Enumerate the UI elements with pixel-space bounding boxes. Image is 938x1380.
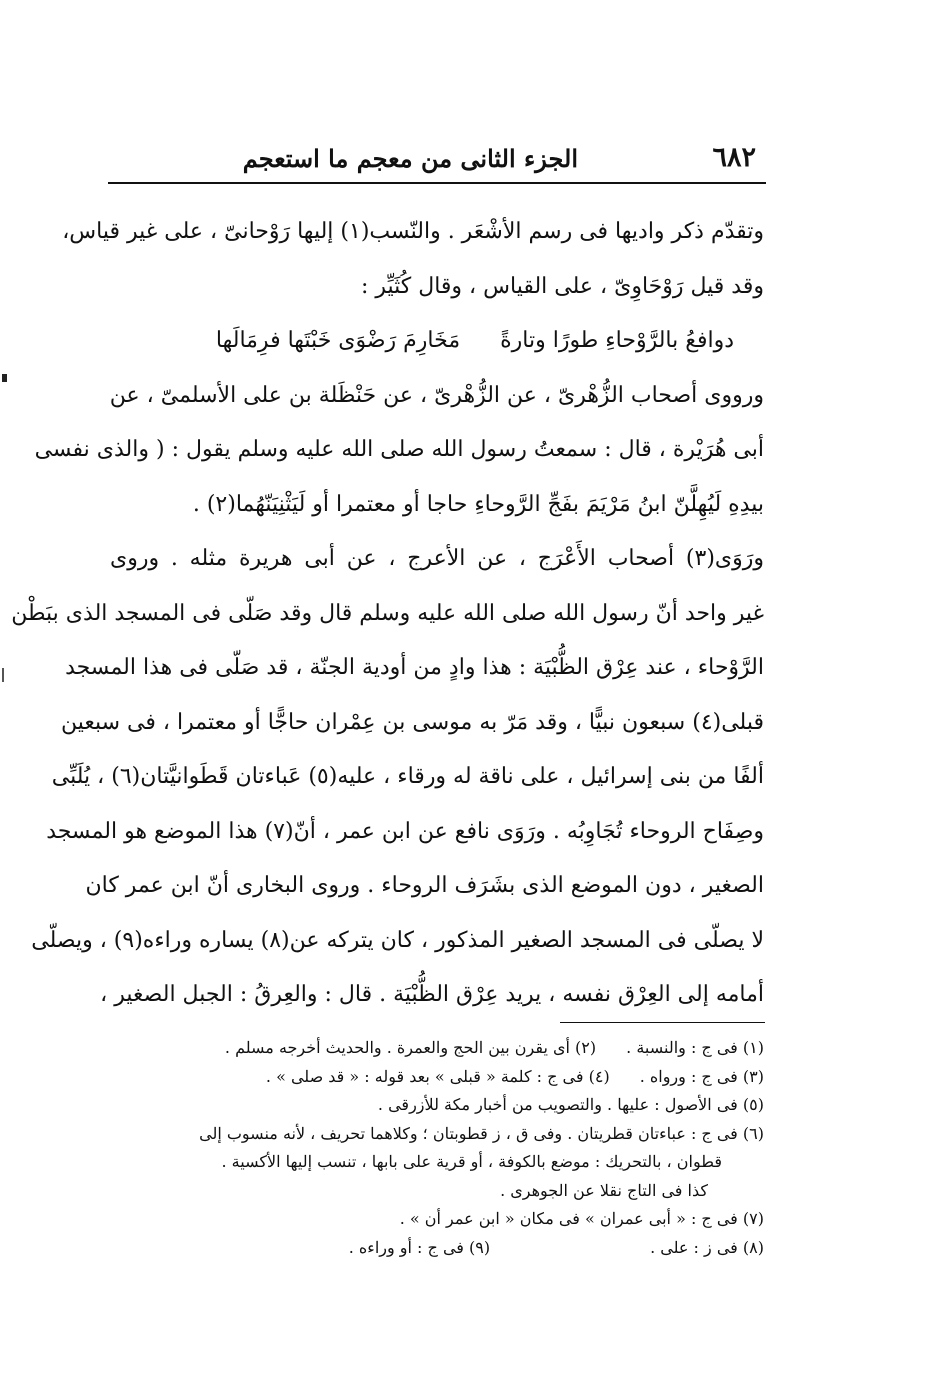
footnote-6: (٦) فى ج : عباءتان قطريتان . وفى ق ، ز قطوبتان ؛ وكلاهما تحريف ، لأنه منسوب إلى xyxy=(199,1123,764,1143)
footnote-4: (٤) فى ج : كلمة « قبلى » بعد قوله : « قد صلى » . xyxy=(265,1066,610,1086)
footnote-line xyxy=(112,1034,764,1063)
text-line: الرَّوْحاء ، عند عِرْق الظُّبْيَة : هذا وادٍ من أودية الجنّة ، قد صَلّى فى هذا المسجد xyxy=(65,655,764,680)
body-text xyxy=(11,205,764,1023)
header-rule xyxy=(108,182,766,184)
text-line: بيدِهِ لَيُهِلَّنّ ابنُ مَرْيَمَ بفَجِّ الرَّوحاءِ حاجا أو معتمرا أو لَيَثْنِيَنّهُما(٢) . xyxy=(192,491,764,517)
verse-second-hemistich: مَخَارِمَ رَضْوَى خَبْتَها فرِمَالَها xyxy=(215,328,461,353)
footnotes xyxy=(112,1034,764,1262)
verse-line xyxy=(110,314,764,369)
footnote-3: (٣) فى ج : ورواه . xyxy=(639,1066,764,1086)
footnote-6-continued: كذا فى التاج نقلا عن الجوهرى . xyxy=(500,1180,708,1200)
text-line: قبلى(٤) سبعون نبيًّا ، وقد مَرّ به موسى بن عِمْران حاجًّا أو معتمرا ، فى سبعين xyxy=(60,709,764,735)
margin-mark xyxy=(2,374,7,382)
running-title: الجزء الثانى من معجم ما استعجم xyxy=(242,144,578,173)
footnote-5: (٥) فى الأصول : عليها . والتصويب من أخبار مكة للأزرقى . xyxy=(377,1095,764,1114)
page-header xyxy=(108,140,766,182)
text-line: أبى هُرَيْرة ، قال : سمعتُ رسول الله صلى الله عليه وسلم يقول : ( والذى نفسى xyxy=(34,437,764,462)
margin-mark xyxy=(2,668,4,682)
footnote-7: (٧) فى ج : « أبى عمران » فى مكان « ابن عمر أن » . xyxy=(399,1209,764,1228)
footnote-2: (٢) أى يقرن بين الحج والعمرة . والحديث أخرجه مسلم . xyxy=(224,1038,597,1057)
footnote-line xyxy=(112,1063,764,1092)
text-line: وقد قيل رَوْحَاوِىّ ، على القياس ، وقال كُثَيِّر : xyxy=(360,273,764,299)
text-line: ألفًا من بنى إسرائيل ، على ناقة له ورقاء ، عليه(٥) عَباءتان قَطَوانيَّتان(٦) ، يُلَبِّى xyxy=(51,764,764,789)
footnote-rule xyxy=(560,1022,765,1023)
footnote-6-continued: قطوان ، بالتحريك : موضع بالكوفة ، أو قرية على بابها ، تنسب إليها الأكسية . xyxy=(221,1152,722,1171)
text-line: أمامه إلى العِرْق نفسه ، يريد عِرْق الظُّبْيَة . قال : والعِرقُ : الجبل الصغير ، xyxy=(100,982,764,1007)
text-line: غير واحد أنّ رسول الله صلى الله عليه وسلم قال وقد صَلّى فى المسجد الذى ببَطْن xyxy=(11,600,764,626)
text-line: لا يصلّى فى المسجد الصغير المذكور ، كان يتركه عن(٨) يساره وراءه(٩) ، ويصلّى xyxy=(31,927,764,953)
text-line: وصِفَاح الروحاء تُجَاوِبُه . ورَوَى نافع عن ابن عمر ، أنّ(٧) هذا الموضع هو المسجد xyxy=(46,818,764,844)
page-number: ٦٨٢ xyxy=(712,142,756,173)
footnote-9: (٩) فى ج : أو وراءه . xyxy=(348,1237,491,1257)
text-line: ورَوَى(٣) أصحاب الأَعْرَج ، عن الأعرج ، عن أبى هريرة مثله . وروى xyxy=(110,546,764,571)
text-line: الصغير ، دون الموضع الذى بشَرَف الروحاء . وروى البخارى أنّ ابن عمر كان xyxy=(85,873,764,898)
verse-first-hemistich: دوافعُ بالرَّوْحاءِ طورًا وتارةً xyxy=(500,328,734,353)
footnote-line xyxy=(112,1234,764,1263)
footnote-1: (١) فى ج : والنسبة . xyxy=(626,1038,764,1057)
text-line: وتقدّم ذكر واديها فى رسم الأشْعَر . والنّسب(١) إليها رَوْحانىّ ، على غير قياس، xyxy=(62,219,764,244)
text-line: ورووى أصحاب الزُّهْرىّ ، عن الزُّهْرىّ ، عن حَنْظَلة بن على الأسلمىّ ، عن xyxy=(109,382,764,408)
footnote-8: (٨) فى ز : على . xyxy=(650,1237,764,1257)
